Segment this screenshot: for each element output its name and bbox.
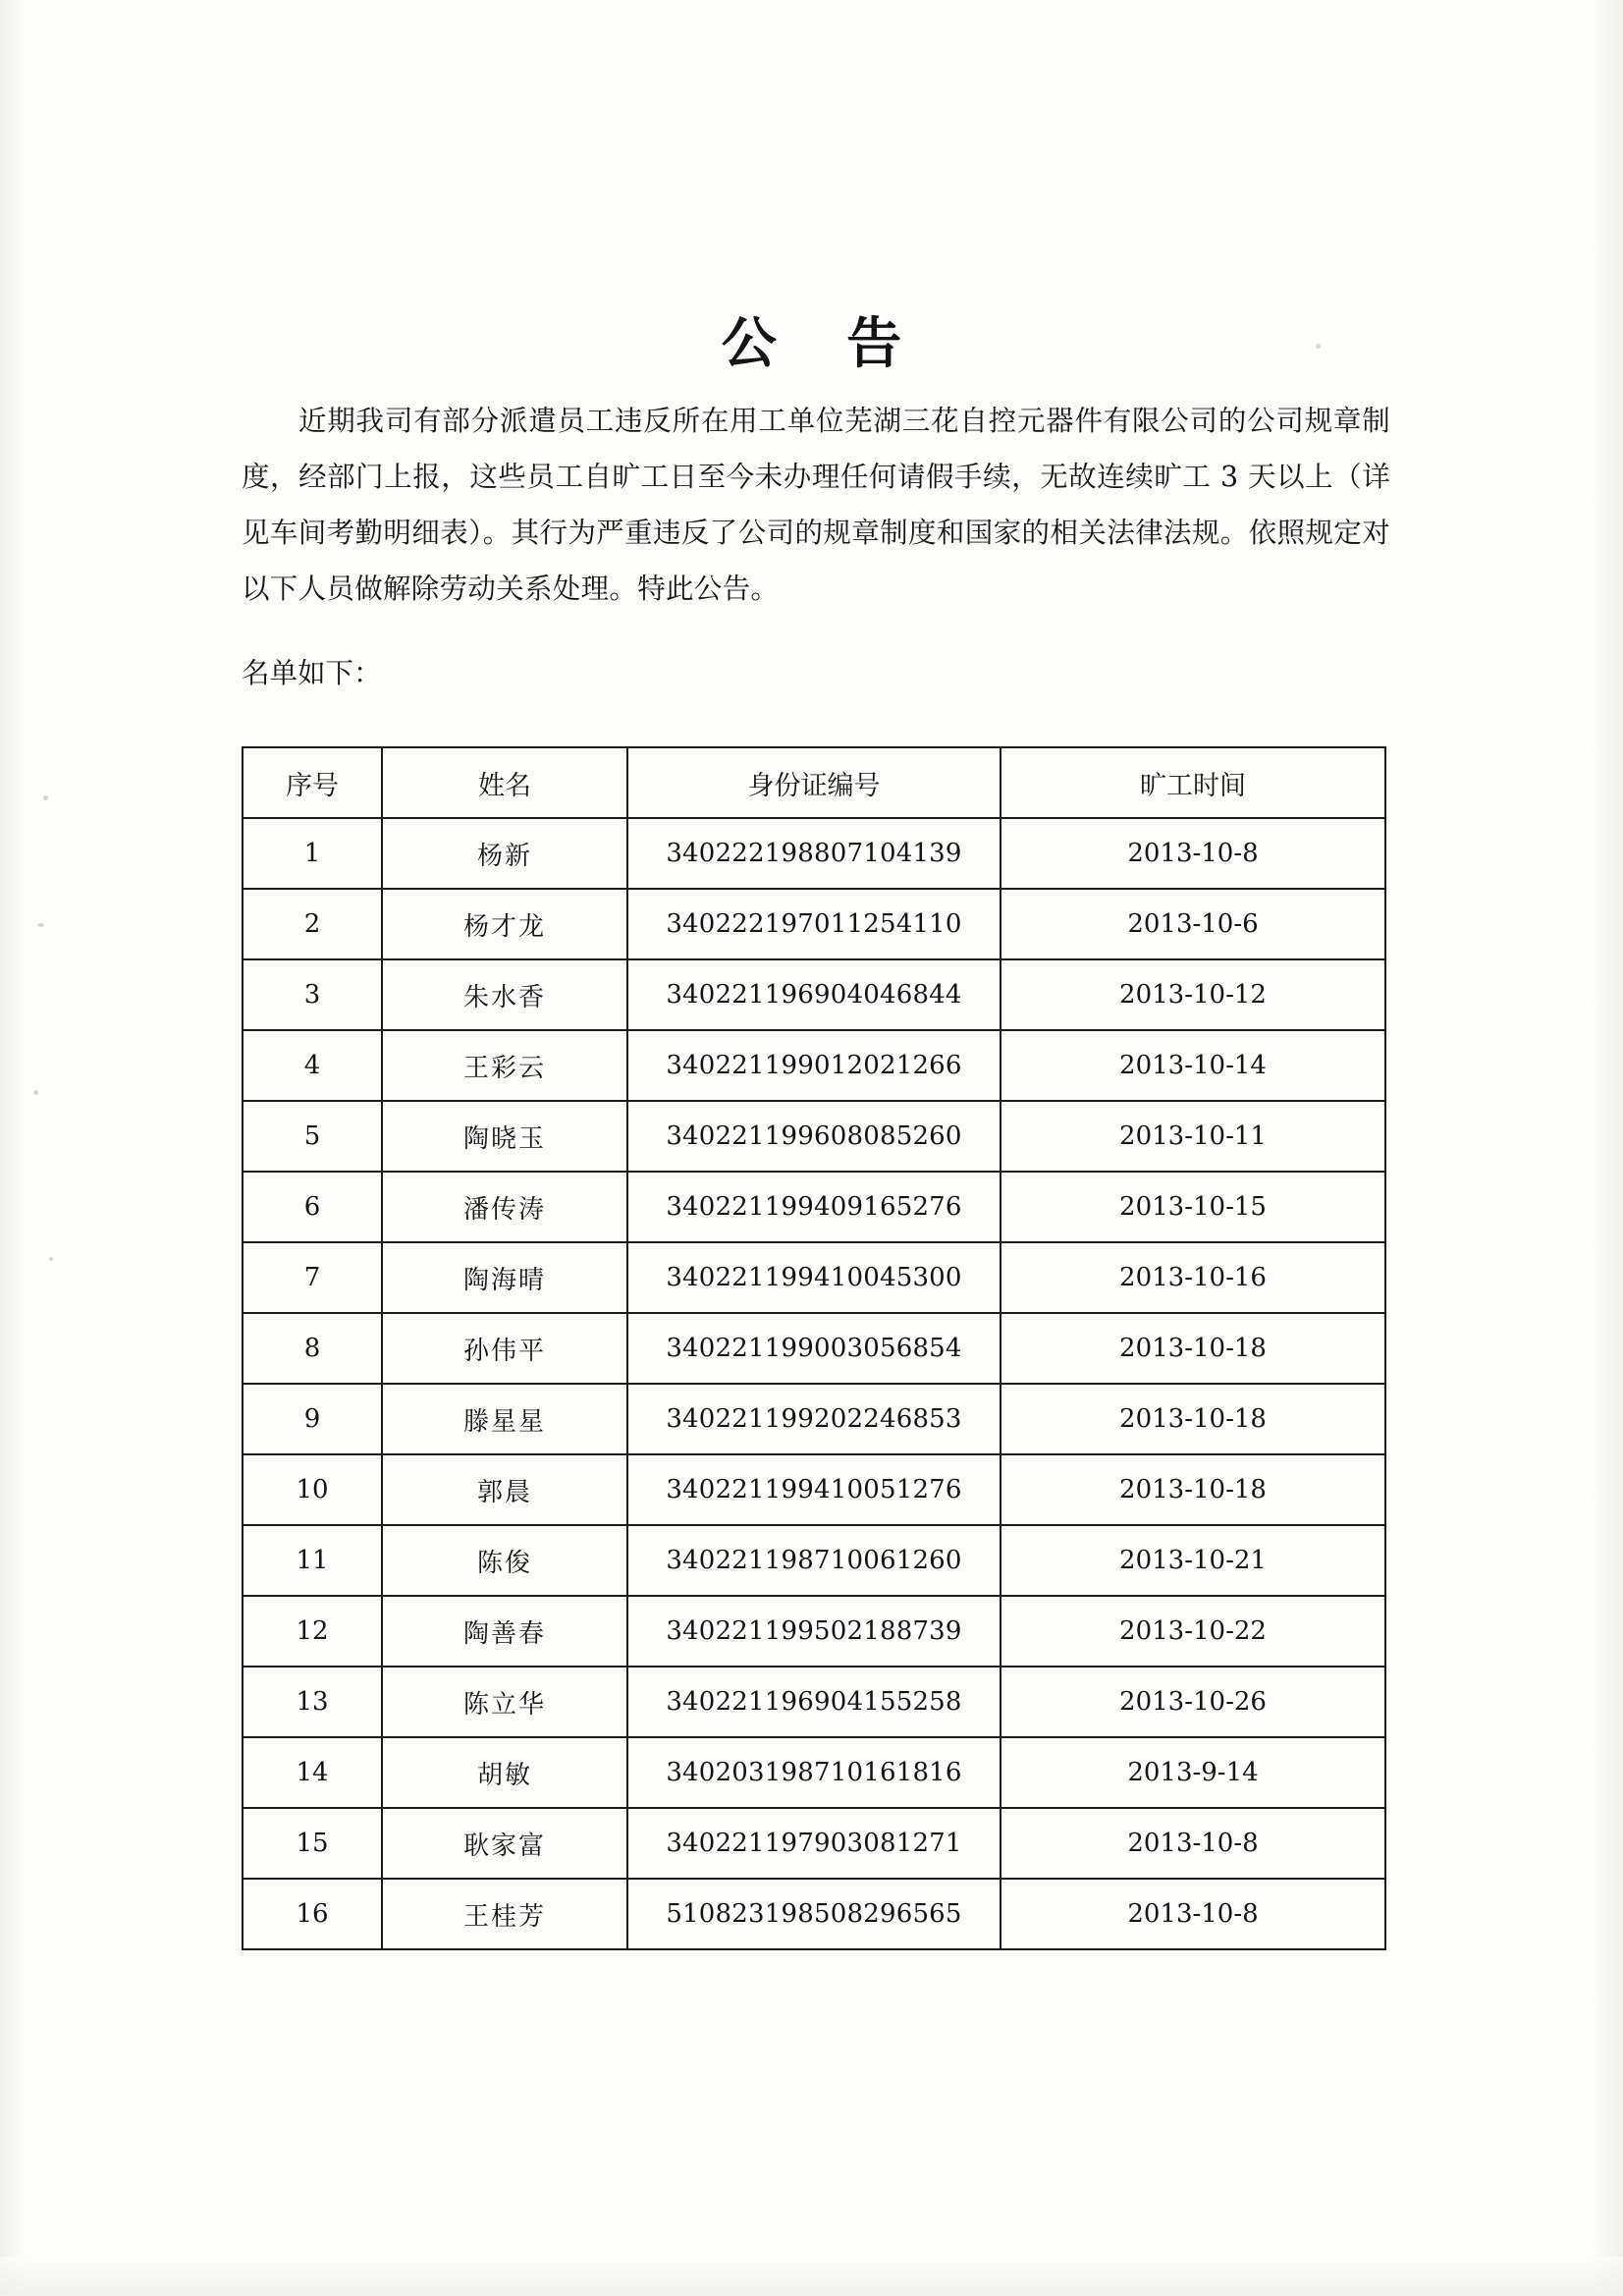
- table-row: [243, 818, 1385, 889]
- column-header-index: 序号: [243, 747, 382, 818]
- scan-speck: [43, 795, 48, 800]
- cell-id: 340221196904046844: [627, 959, 1001, 1030]
- cell-index: 2: [243, 889, 382, 959]
- cell-id: 340221198710061260: [627, 1525, 1001, 1596]
- cell-id: 340221199608085260: [627, 1101, 1001, 1172]
- cell-date: 2013-10-11: [1001, 1101, 1385, 1172]
- cell-date: 2013-10-21: [1001, 1525, 1385, 1596]
- cell-date: 2013-10-18: [1001, 1384, 1385, 1454]
- cell-date: 2013-10-14: [1001, 1030, 1385, 1101]
- cell-date: 2013-10-8: [1001, 1808, 1385, 1879]
- table-body: [243, 818, 1385, 1949]
- column-header-id: 身份证编号: [627, 747, 1001, 818]
- cell-index: 10: [243, 1454, 382, 1525]
- cell-date: 2013-10-26: [1001, 1667, 1385, 1737]
- table-header-row: [243, 747, 1385, 818]
- cell-index: 11: [243, 1525, 382, 1596]
- scan-speck: [33, 1090, 38, 1095]
- column-header-date: 旷工时间: [1001, 747, 1385, 818]
- cell-index: 12: [243, 1596, 382, 1667]
- cell-index: 8: [243, 1313, 382, 1384]
- cell-index: 6: [243, 1172, 382, 1242]
- cell-index: 1: [243, 818, 382, 889]
- cell-index: 9: [243, 1384, 382, 1454]
- cell-id: 340221199410051276: [627, 1454, 1001, 1525]
- cell-date: 2013-10-8: [1001, 818, 1385, 889]
- cell-index: 4: [243, 1030, 382, 1101]
- scan-speck: [37, 923, 44, 927]
- cell-name: 陈俊: [382, 1525, 627, 1596]
- cell-date: 2013-10-22: [1001, 1596, 1385, 1667]
- cell-id: 340221197903081271: [627, 1808, 1001, 1879]
- cell-name: 杨才龙: [382, 889, 627, 959]
- scan-speck: [49, 1257, 53, 1261]
- notice-body: [242, 393, 1390, 617]
- table-row: [243, 1808, 1385, 1879]
- cell-name: 孙伟平: [382, 1313, 627, 1384]
- cell-id: 340221199409165276: [627, 1172, 1001, 1242]
- cell-id: 340221199003056854: [627, 1313, 1001, 1384]
- cell-id: 340221199012021266: [627, 1030, 1001, 1101]
- cell-date: 2013-10-8: [1001, 1879, 1385, 1949]
- cell-name: 郭晨: [382, 1454, 627, 1525]
- cell-name: 王桂芳: [382, 1879, 627, 1949]
- dismissal-roster-table: [242, 746, 1386, 1950]
- notice-paragraph: 近期我司有部分派遣员工违反所在用工单位芜湖三花自控元器件有限公司的公司规章制度，经部门上报，这些员工自旷工日至今未办理任何请假手续，无故连续旷工 3 天以上（详见车间考勤明细表）。其行为严重违反了公司的规章制度和国家的相关法律法规。依照规定对以下人员做解除劳动关系处理。特此公告。: [242, 405, 1390, 605]
- cell-name: 胡敏: [382, 1737, 627, 1808]
- cell-id: 340221199202246853: [627, 1384, 1001, 1454]
- cell-name: 滕星星: [382, 1384, 627, 1454]
- table-row: [243, 1737, 1385, 1808]
- cell-index: 14: [243, 1737, 382, 1808]
- table-row: [243, 889, 1385, 959]
- cell-date: 2013-10-12: [1001, 959, 1385, 1030]
- cell-id: 340203198710161816: [627, 1737, 1001, 1808]
- cell-id: 340222197011254110: [627, 889, 1001, 959]
- cell-id: 510823198508296565: [627, 1879, 1001, 1949]
- column-header-name: 姓名: [382, 747, 627, 818]
- table-row: [243, 1596, 1385, 1667]
- cell-index: 16: [243, 1879, 382, 1949]
- cell-name: 陶善春: [382, 1596, 627, 1667]
- cell-name: 陈立华: [382, 1667, 627, 1737]
- table-row: [243, 959, 1385, 1030]
- cell-index: 15: [243, 1808, 382, 1879]
- cell-index: 7: [243, 1242, 382, 1313]
- table-row: [243, 1030, 1385, 1101]
- page-title: 公 告: [721, 310, 928, 376]
- cell-date: 2013-10-6: [1001, 889, 1385, 959]
- cell-index: 5: [243, 1101, 382, 1172]
- cell-name: 杨新: [382, 818, 627, 889]
- table-row: [243, 1667, 1385, 1737]
- table-row: [243, 1242, 1385, 1313]
- cell-index: 3: [243, 959, 382, 1030]
- table-row: [243, 1384, 1385, 1454]
- cell-id: 340221199502188739: [627, 1596, 1001, 1667]
- table-row: [243, 1454, 1385, 1525]
- cell-index: 13: [243, 1667, 382, 1737]
- table-row: [243, 1313, 1385, 1384]
- cell-date: 2013-10-15: [1001, 1172, 1385, 1242]
- cell-name: 陶晓玉: [382, 1101, 627, 1172]
- table-row: [243, 1101, 1385, 1172]
- cell-date: 2013-10-16: [1001, 1242, 1385, 1313]
- scan-edge-bottom: [0, 2257, 1623, 2296]
- table-row: [243, 1879, 1385, 1949]
- cell-date: 2013-10-18: [1001, 1454, 1385, 1525]
- cell-id: 340221199410045300: [627, 1242, 1001, 1313]
- table-row: [243, 1525, 1385, 1596]
- cell-name: 潘传涛: [382, 1172, 627, 1242]
- cell-id: 340222198807104139: [627, 818, 1001, 889]
- cell-name: 陶海晴: [382, 1242, 627, 1313]
- cell-date: 2013-9-14: [1001, 1737, 1385, 1808]
- roster-label: 名单如下：: [242, 657, 382, 689]
- cell-id: 340221196904155258: [627, 1667, 1001, 1737]
- cell-date: 2013-10-18: [1001, 1313, 1385, 1384]
- cell-name: 朱水香: [382, 959, 627, 1030]
- cell-name: 耿家富: [382, 1808, 627, 1879]
- cell-name: 王彩云: [382, 1030, 627, 1101]
- table-row: [243, 1172, 1385, 1242]
